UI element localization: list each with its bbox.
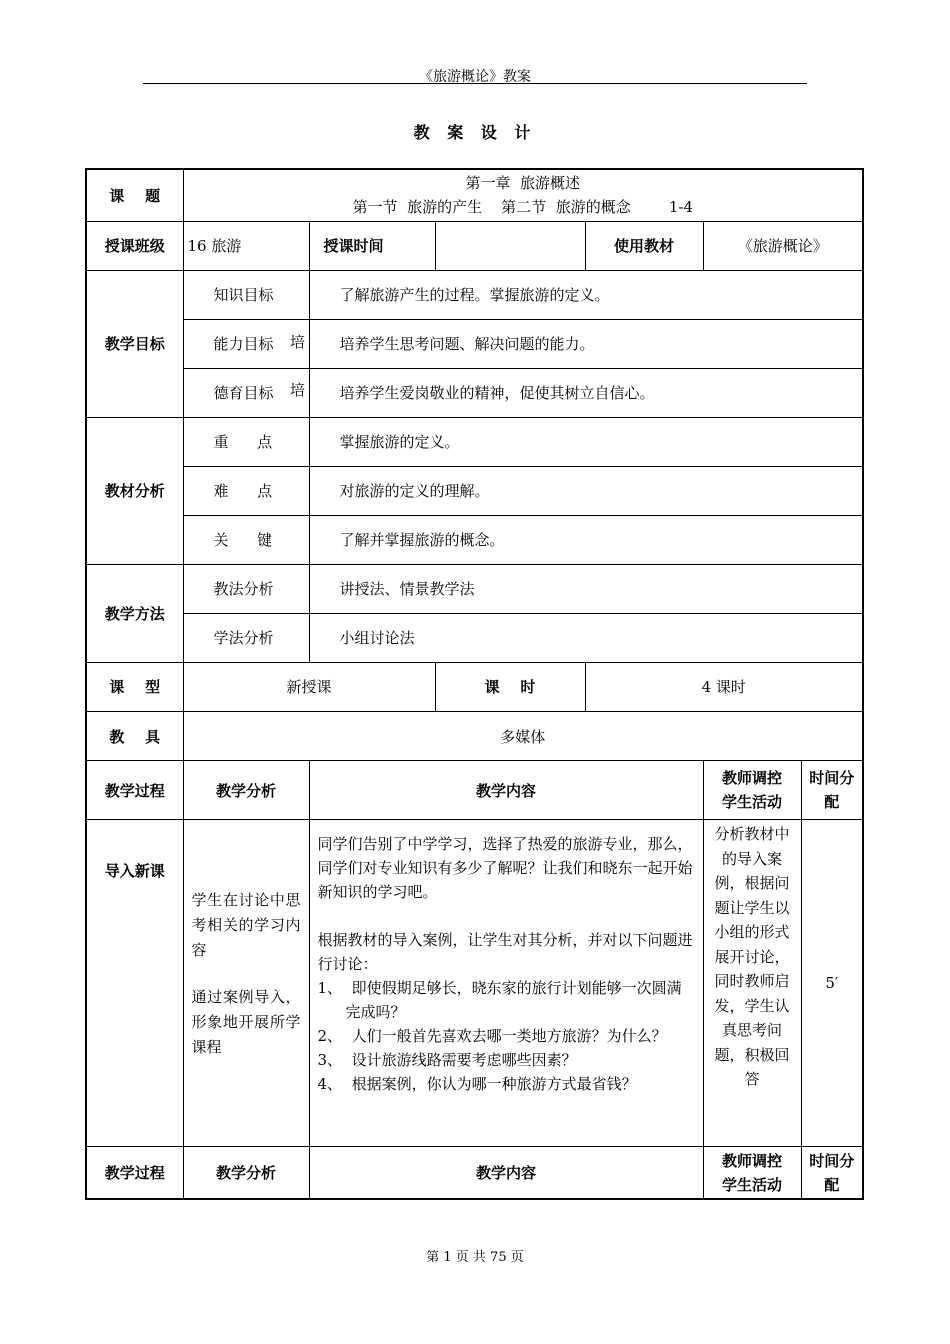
- method-row: [86, 564, 863, 613]
- analysis-name: 难 点: [183, 466, 309, 515]
- analysis-name: 重 点: [183, 417, 309, 466]
- analysis-row: [86, 515, 863, 564]
- process-analysis-header: 教学分析: [183, 761, 309, 820]
- analysis-label: 教材分析: [86, 417, 183, 564]
- intro-content: [309, 820, 703, 1147]
- process-header-row: [86, 761, 863, 820]
- analysis-name: 关 键: [183, 515, 309, 564]
- topic-value: [183, 169, 863, 221]
- hours-value: 4 课时: [585, 662, 863, 711]
- class-info-row: [86, 221, 863, 270]
- textbook-value: 《旅游概论》: [703, 221, 863, 270]
- document-title: 教 案 设 计: [413, 123, 537, 142]
- time-value: [435, 221, 585, 270]
- intro-analysis-paragraph: 学生在讨论中思考相关的学习内容: [191, 891, 301, 960]
- analysis-value: 对旅游的定义的理解。: [309, 466, 863, 515]
- objective-row: [86, 270, 863, 319]
- objectives-label: 教学目标: [86, 270, 183, 417]
- hours-label: 课 时: [435, 662, 585, 711]
- intro-paragraph: 同学们告别了中学学习，选择了热爱的旅游专业，那么，同学们对专业知识有多少了解呢？让我们和晓东一起开始新知识的学习吧。: [317, 835, 693, 902]
- intro-analysis: [183, 820, 309, 1147]
- discussion-question: 3、 设计旅游线路需要考虑哪些因素？: [317, 1051, 577, 1070]
- time-label: 授课时间: [309, 221, 435, 270]
- analysis-row: [86, 466, 863, 515]
- objective-row: [86, 368, 863, 417]
- method-value: 讲授法、情景教学法: [309, 564, 863, 613]
- process-content-header: 教学内容: [309, 761, 703, 820]
- class-value: 16 旅游: [183, 221, 309, 270]
- teaching-tools-row: [86, 712, 863, 761]
- process-header-row: [86, 1147, 863, 1199]
- topic-label: 课 题: [86, 169, 183, 221]
- objective-name: 知识目标: [183, 270, 309, 319]
- lesson-type-label: 课 型: [86, 662, 183, 711]
- header-divider: [143, 83, 807, 84]
- objective-value: 了解旅游产生的过程。掌握旅游的定义。: [309, 270, 863, 319]
- section-titles: 第一节 旅游的产生 第二节 旅游的概念 1-4: [352, 198, 694, 217]
- page-header: 《旅游概论》教案: [419, 69, 531, 85]
- objective-value: 培养学生思考问题、解决问题的能力。: [309, 319, 863, 368]
- textbook-label: 使用教材: [585, 221, 703, 270]
- discussion-question: 4、 根据案例，你认为哪一种旅游方式最省钱？: [317, 1075, 637, 1094]
- class-label: 授课班级: [86, 221, 183, 270]
- lesson-type-row: [86, 662, 863, 711]
- intro-analysis-paragraph: 通过案例导入，形象地开展所学课程: [191, 988, 301, 1057]
- lesson-plan-table: [85, 168, 864, 1200]
- process-teacher-header: 教师调控 学生活动: [703, 761, 801, 820]
- method-value: 小组讨论法: [309, 613, 863, 662]
- discussion-question: 2、 人们一般首先喜欢去哪一类地方旅游？为什么？: [317, 1027, 667, 1046]
- process-stage-header: 教学过程: [86, 761, 183, 820]
- objective-row: [86, 319, 863, 368]
- intro-time: 5′: [801, 820, 863, 1147]
- methods-label: 教学方法: [86, 564, 183, 662]
- process-time-header: 时间分 配: [801, 1147, 863, 1199]
- stray-character: 培: [290, 381, 306, 399]
- objective-name: 能力目标: [183, 319, 309, 368]
- method-name: 教法分析: [183, 564, 309, 613]
- intro-paragraph: 根据教材的导入案例，让学生对其分析，并对以下问题进行讨论：: [317, 931, 693, 974]
- discussion-question: 1、 即使假期足够长，晓东家的旅行计划能够一次圆满完成吗？: [317, 979, 682, 1022]
- analysis-value: 了解并掌握旅游的概念。: [309, 515, 863, 564]
- process-teacher-header: 教师调控 学生活动: [703, 1147, 801, 1199]
- stray-character: 培: [290, 333, 306, 351]
- objective-name: 德育目标: [183, 368, 309, 417]
- process-time-header: 时间分 配: [801, 761, 863, 820]
- analysis-row: [86, 417, 863, 466]
- objective-value: 培养学生爱岗敬业的精神，促使其树立自信心。: [309, 368, 863, 417]
- intro-teacher-activity: 分析教材中的导入案例，根据问题让学生以小组的形式展开讨论，同时教师启发，学生认真思考问题，积极回答: [703, 820, 801, 1147]
- intro-stage: 导入新课: [86, 820, 183, 1147]
- method-row: [86, 613, 863, 662]
- topic-row: [86, 169, 863, 221]
- process-analysis-header: 教学分析: [183, 1147, 309, 1199]
- analysis-value: 掌握旅游的定义。: [309, 417, 863, 466]
- teaching-tools-value: 多媒体: [183, 712, 863, 761]
- method-name: 学法分析: [183, 613, 309, 662]
- process-content-header: 教学内容: [309, 1147, 703, 1199]
- process-stage-header: 教学过程: [86, 1147, 183, 1199]
- chapter-title: 第一章 旅游概述: [465, 174, 581, 193]
- intro-row: [86, 820, 863, 1147]
- page-footer: 第 1 页 共 75 页: [426, 1250, 524, 1265]
- lesson-type-value: 新授课: [183, 662, 435, 711]
- teaching-tools-label: 教 具: [86, 712, 183, 761]
